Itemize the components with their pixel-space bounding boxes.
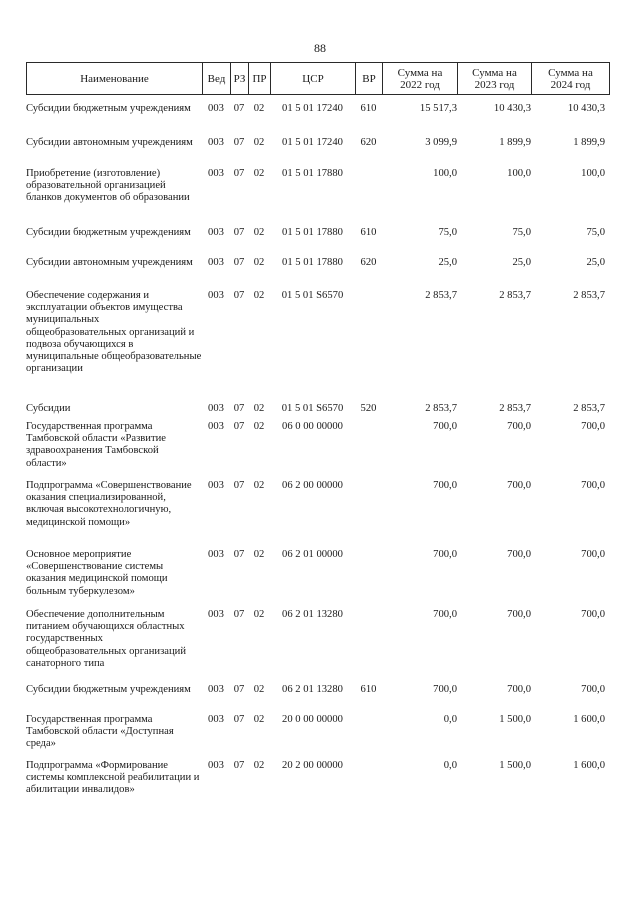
row-csr: 06 0 00 00000 (282, 421, 343, 432)
row-ved: 003 (208, 257, 224, 268)
row-sum-2022: 700,0 (433, 480, 457, 491)
row-sum-2024: 1 899,9 (573, 137, 605, 148)
row-name: Основное мероприятие «Совершенствование системы оказания медицинской помощи больным туберкулезом» (26, 549, 168, 597)
row-ved: 003 (208, 290, 224, 301)
row-ved: 003 (208, 609, 224, 620)
row-sum-2024: 2 853,7 (573, 403, 605, 414)
row-name: Государственная программа Тамбовской области «Доступная среда» (26, 714, 174, 750)
row-sum-2024: 10 430,3 (567, 103, 605, 114)
row-sum-2022: 25,0 (438, 257, 457, 268)
header-vr: ВР (356, 63, 383, 94)
header-csr: ЦСР (271, 63, 356, 94)
row-csr: 01 5 01 17880 (282, 257, 343, 268)
row-ved: 003 (208, 684, 224, 695)
row-sum-2022: 0,0 (443, 760, 457, 771)
row-name: Субсидии бюджетным учреждениям (26, 227, 191, 238)
row-sum-2022: 2 853,7 (425, 403, 457, 414)
header-sum-2023: Сумма на 2023 год (458, 63, 532, 94)
row-csr: 01 5 01 S6570 (281, 290, 344, 301)
row-name: Субсидии автономным учреждениям (26, 257, 193, 268)
row-rz: 07 (233, 403, 245, 414)
row-csr: 01 5 01 17880 (282, 168, 343, 179)
row-sum-2022: 700,0 (433, 684, 457, 695)
row-ved: 003 (208, 103, 224, 114)
row-pr: 02 (253, 684, 265, 695)
row-sum-2023: 75,0 (512, 227, 531, 238)
row-ved: 003 (208, 403, 224, 414)
row-rz: 07 (233, 137, 245, 148)
row-sum-2024: 700,0 (581, 609, 605, 620)
row-vr: 620 (360, 137, 377, 148)
header-pr: ПР (249, 63, 271, 94)
row-vr: 610 (360, 103, 377, 114)
row-sum-2022: 3 099,9 (425, 137, 457, 148)
header-ved: Вед (203, 63, 231, 94)
row-sum-2022: 75,0 (438, 227, 457, 238)
row-pr: 02 (253, 103, 265, 114)
row-sum-2023: 10 430,3 (493, 103, 531, 114)
row-sum-2022: 100,0 (433, 168, 457, 179)
row-vr: 520 (360, 403, 377, 414)
row-pr: 02 (253, 403, 265, 414)
row-sum-2022: 15 517,3 (419, 103, 457, 114)
row-vr: 620 (360, 257, 377, 268)
row-rz: 07 (233, 760, 245, 771)
row-name: Субсидии бюджетным учреждениям (26, 684, 191, 695)
row-sum-2024: 25,0 (586, 257, 605, 268)
row-rz: 07 (233, 103, 245, 114)
row-sum-2024: 700,0 (581, 480, 605, 491)
row-ved: 003 (208, 137, 224, 148)
row-csr: 06 2 01 13280 (282, 684, 343, 695)
row-sum-2023: 1 899,9 (499, 137, 531, 148)
row-sum-2024: 700,0 (581, 421, 605, 432)
row-csr: 06 2 00 00000 (282, 480, 343, 491)
row-sum-2023: 700,0 (507, 684, 531, 695)
row-name: Субсидии автономным учреждениям (26, 137, 193, 148)
row-name: Подпрограмма «Совершенствование оказания специализированной, включая высокотехнологичную, медицинской помощи» (26, 480, 192, 528)
row-sum-2024: 75,0 (586, 227, 605, 238)
row-name: Субсидии (26, 403, 71, 414)
row-csr: 06 2 01 13280 (282, 609, 343, 620)
row-ved: 003 (208, 168, 224, 179)
header-rz: РЗ (231, 63, 249, 94)
row-sum-2023: 700,0 (507, 549, 531, 560)
row-sum-2023: 2 853,7 (499, 403, 531, 414)
row-ved: 003 (208, 714, 224, 725)
row-ved: 003 (208, 480, 224, 491)
row-sum-2022: 0,0 (443, 714, 457, 725)
row-name: Приобретение (изготовление) образовательной организацией бланков документов об образовании (26, 168, 190, 204)
row-pr: 02 (253, 137, 265, 148)
row-sum-2022: 700,0 (433, 549, 457, 560)
row-pr: 02 (253, 549, 265, 560)
row-pr: 02 (253, 609, 265, 620)
row-rz: 07 (233, 609, 245, 620)
row-rz: 07 (233, 257, 245, 268)
row-sum-2024: 2 853,7 (573, 290, 605, 301)
row-name: Государственная программа Тамбовской области «Развитие здравоохранения Тамбовской области» (26, 421, 166, 469)
row-rz: 07 (233, 549, 245, 560)
row-sum-2023: 700,0 (507, 421, 531, 432)
row-rz: 07 (233, 714, 245, 725)
row-sum-2022: 2 853,7 (425, 290, 457, 301)
row-sum-2023: 1 500,0 (499, 760, 531, 771)
row-sum-2024: 1 600,0 (573, 760, 605, 771)
row-csr: 20 2 00 00000 (282, 760, 343, 771)
row-sum-2022: 700,0 (433, 421, 457, 432)
row-sum-2023: 700,0 (507, 609, 531, 620)
row-pr: 02 (253, 257, 265, 268)
row-pr: 02 (253, 227, 265, 238)
row-csr: 01 5 01 17240 (282, 103, 343, 114)
row-pr: 02 (253, 760, 265, 771)
row-rz: 07 (233, 290, 245, 301)
row-csr: 06 2 01 00000 (282, 549, 343, 560)
row-pr: 02 (253, 480, 265, 491)
row-name: Субсидии бюджетным учреждениям (26, 103, 191, 114)
row-sum-2024: 1 600,0 (573, 714, 605, 725)
row-sum-2024: 700,0 (581, 684, 605, 695)
row-rz: 07 (233, 480, 245, 491)
row-csr: 20 0 00 00000 (282, 714, 343, 725)
row-sum-2023: 1 500,0 (499, 714, 531, 725)
row-rz: 07 (233, 421, 245, 432)
row-rz: 07 (233, 168, 245, 179)
page-number: 88 (314, 41, 326, 55)
row-sum-2024: 100,0 (581, 168, 605, 179)
row-sum-2022: 700,0 (433, 609, 457, 620)
row-ved: 003 (208, 549, 224, 560)
row-rz: 07 (233, 227, 245, 238)
row-pr: 02 (253, 290, 265, 301)
row-csr: 01 5 01 17880 (282, 227, 343, 238)
row-csr: 01 5 01 17240 (282, 137, 343, 148)
row-ved: 003 (208, 760, 224, 771)
header-name: Наименование (27, 63, 203, 94)
row-pr: 02 (253, 714, 265, 725)
table-header (26, 62, 610, 95)
header-sum-2024: Сумма на 2024 год (548, 66, 593, 91)
row-sum-2023: 2 853,7 (499, 290, 531, 301)
row-vr: 610 (360, 227, 377, 238)
row-ved: 003 (208, 421, 224, 432)
row-vr: 610 (360, 684, 377, 695)
row-pr: 02 (253, 421, 265, 432)
row-pr: 02 (253, 168, 265, 179)
row-sum-2023: 100,0 (507, 168, 531, 179)
row-ved: 003 (208, 227, 224, 238)
header-sum-2022: Сумма на 2022 год (383, 63, 458, 94)
row-name: Подпрограмма «Формирование системы комплексной реабилитации и абилитации инвалидов» (26, 760, 200, 796)
row-name: Обеспечение содержания и эксплуатации объектов имущества муниципальных общеобразовательных организаций и подвоза обучающихся в муниципальные общеобразовательные организации (26, 290, 202, 375)
row-sum-2024: 700,0 (581, 549, 605, 560)
row-sum-2023: 700,0 (507, 480, 531, 491)
row-rz: 07 (233, 684, 245, 695)
row-name: Обеспечение дополнительным питанием обучающихся областных государственных общеобразовательных организаций санаторного типа (26, 609, 186, 669)
row-sum-2023: 25,0 (512, 257, 531, 268)
row-csr: 01 5 01 S6570 (281, 403, 344, 414)
